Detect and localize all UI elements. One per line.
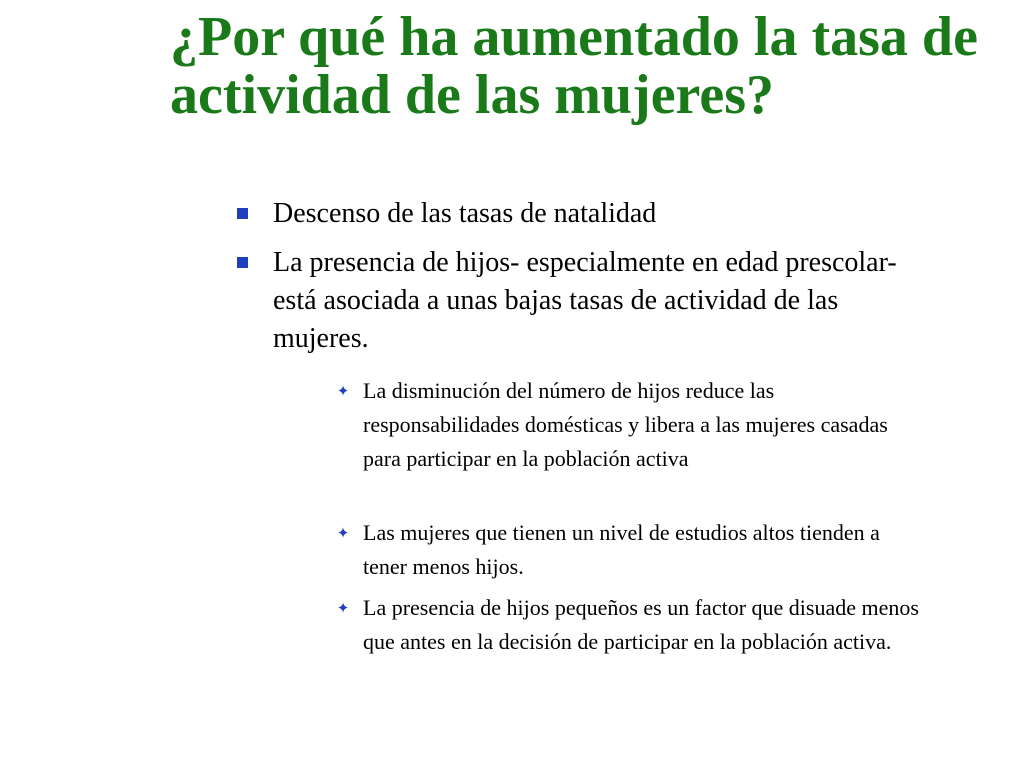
- bullet-item: [237, 244, 937, 364]
- bullet-item: [237, 195, 937, 233]
- sub-bullet-text: Las mujeres que tienen un nivel de estudios altos tienden a tener menos hijos.: [363, 520, 880, 579]
- four-pointed-star-icon: ✦: [336, 524, 350, 542]
- sub-bullet-text: La disminución del número de hijos reduce las responsabilidades domésticas y libera a las mujeres casadas para participar en la población activa: [363, 378, 888, 471]
- square-bullet-icon: [237, 208, 248, 219]
- sub-bullet-text: La presencia de hijos pequeños es un factor que disuade menos que antes en la decisión de participar en la población activa.: [363, 595, 919, 654]
- bullet-text: La presencia de hijos- especialmente en edad prescolar- está asociada a unas bajas tasas de actividad de las mujeres.: [273, 247, 897, 354]
- four-pointed-star-icon: ✦: [336, 382, 350, 400]
- square-bullet-icon: [237, 257, 248, 268]
- bullet-text: Descenso de las tasas de natalidad: [273, 198, 657, 229]
- slide-title: ¿Por qué ha aumentado la tasa de actividad de las mujeres?: [170, 6, 978, 126]
- four-pointed-star-icon: ✦: [336, 599, 350, 617]
